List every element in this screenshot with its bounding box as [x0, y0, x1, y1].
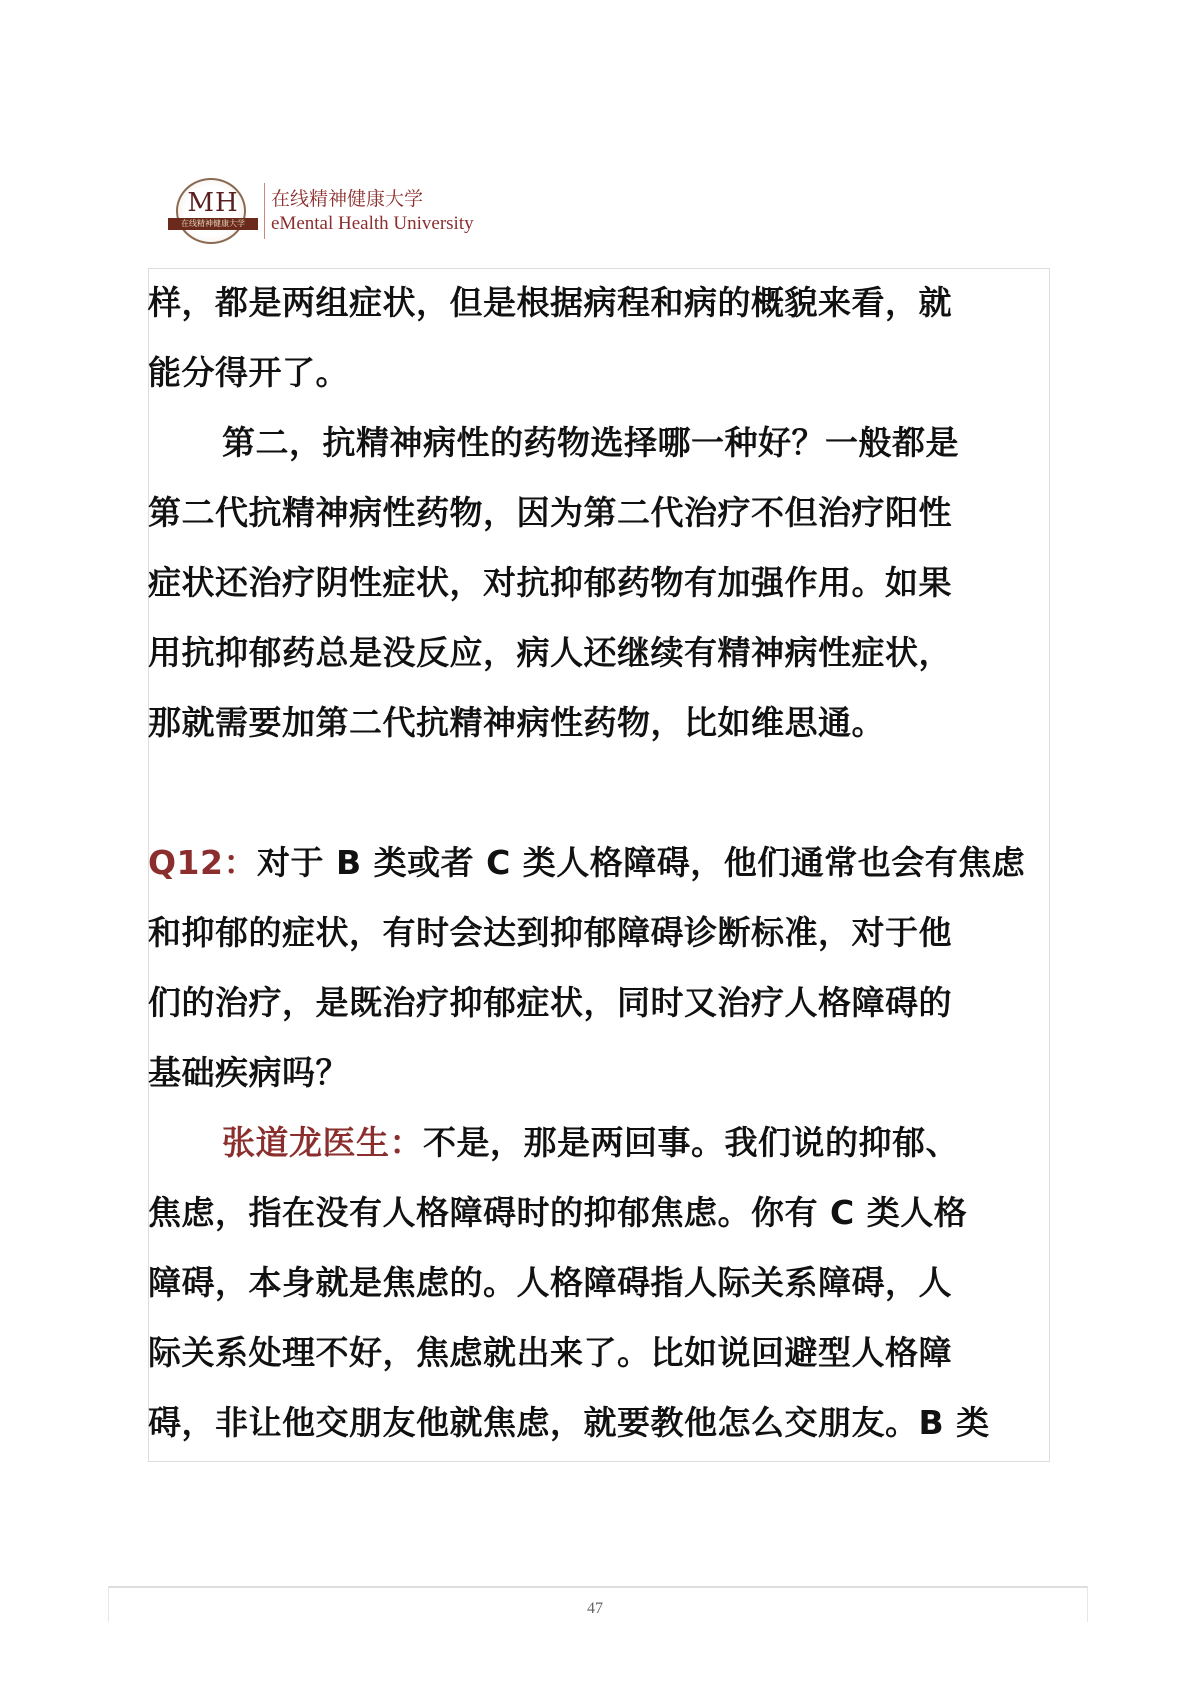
- answer-line: 碍，非让他交朋友他就焦虑，就要教他怎么交朋友。B 类: [148, 1403, 990, 1442]
- body-line: 能分得开了。: [148, 353, 349, 392]
- answer-line: [148, 1108, 1038, 1178]
- question-line: 基础疾病吗？: [148, 1053, 349, 1092]
- body-line: 第二代抗精神病性药物，因为第二代治疗不但治疗阳性: [148, 493, 952, 532]
- answer-line: 障碍，本身就是焦虑的。人格障碍指人际关系障碍，人: [148, 1263, 952, 1302]
- logo-text: MH: [187, 188, 239, 218]
- paragraph-gap: [148, 758, 1038, 828]
- header-divider: [264, 183, 265, 239]
- question-label: Q12：: [148, 843, 257, 882]
- doctor-label: 张道龙医生：: [222, 1123, 423, 1162]
- body-line: 第二，抗精神病性的药物选择哪一种好？一般都是: [222, 423, 959, 462]
- answer-line: 焦虑，指在没有人格障碍时的抑郁焦虑。你有 C 类人格: [148, 1193, 968, 1232]
- question-line: 们的治疗，是既治疗抑郁症状，同时又治疗人格障碍的: [148, 983, 952, 1022]
- body-line: 用抗抑郁药总是没反应，病人还继续有精神病性症状，: [148, 633, 952, 672]
- university-logo: [170, 178, 256, 244]
- question-text: 对于 B 类或者 C 类人格障碍，他们通常也会有焦虑: [256, 843, 1026, 882]
- body-line: 症状还治疗阴性症状，对抗抑郁药物有加强作用。如果: [148, 563, 952, 602]
- brand-name-cn: 在线精神健康大学: [271, 188, 424, 210]
- page-header: [170, 176, 474, 246]
- footer-rule: [108, 1586, 1088, 1588]
- page-number: 47: [587, 1600, 603, 1617]
- brand-name-en: eMental Health University: [271, 213, 474, 234]
- question-line: [148, 828, 1038, 898]
- brand-name: [271, 186, 474, 236]
- logo-ribbon: 在线精神健康大学: [168, 218, 258, 230]
- answer-line: 际关系处理不好，焦虑就出来了。比如说回避型人格障: [148, 1333, 952, 1372]
- question-line: 和抑郁的症状，有时会达到抑郁障碍诊断标准，对于他: [148, 913, 952, 952]
- body-line: 样，都是两组症状，但是根据病程和病的概貌来看，就: [148, 283, 952, 322]
- answer-text: 不是，那是两回事。我们说的抑郁、: [423, 1123, 959, 1162]
- body-line: 那就需要加第二代抗精神病性药物，比如维思通。: [148, 703, 885, 742]
- document-body: [148, 268, 1038, 1458]
